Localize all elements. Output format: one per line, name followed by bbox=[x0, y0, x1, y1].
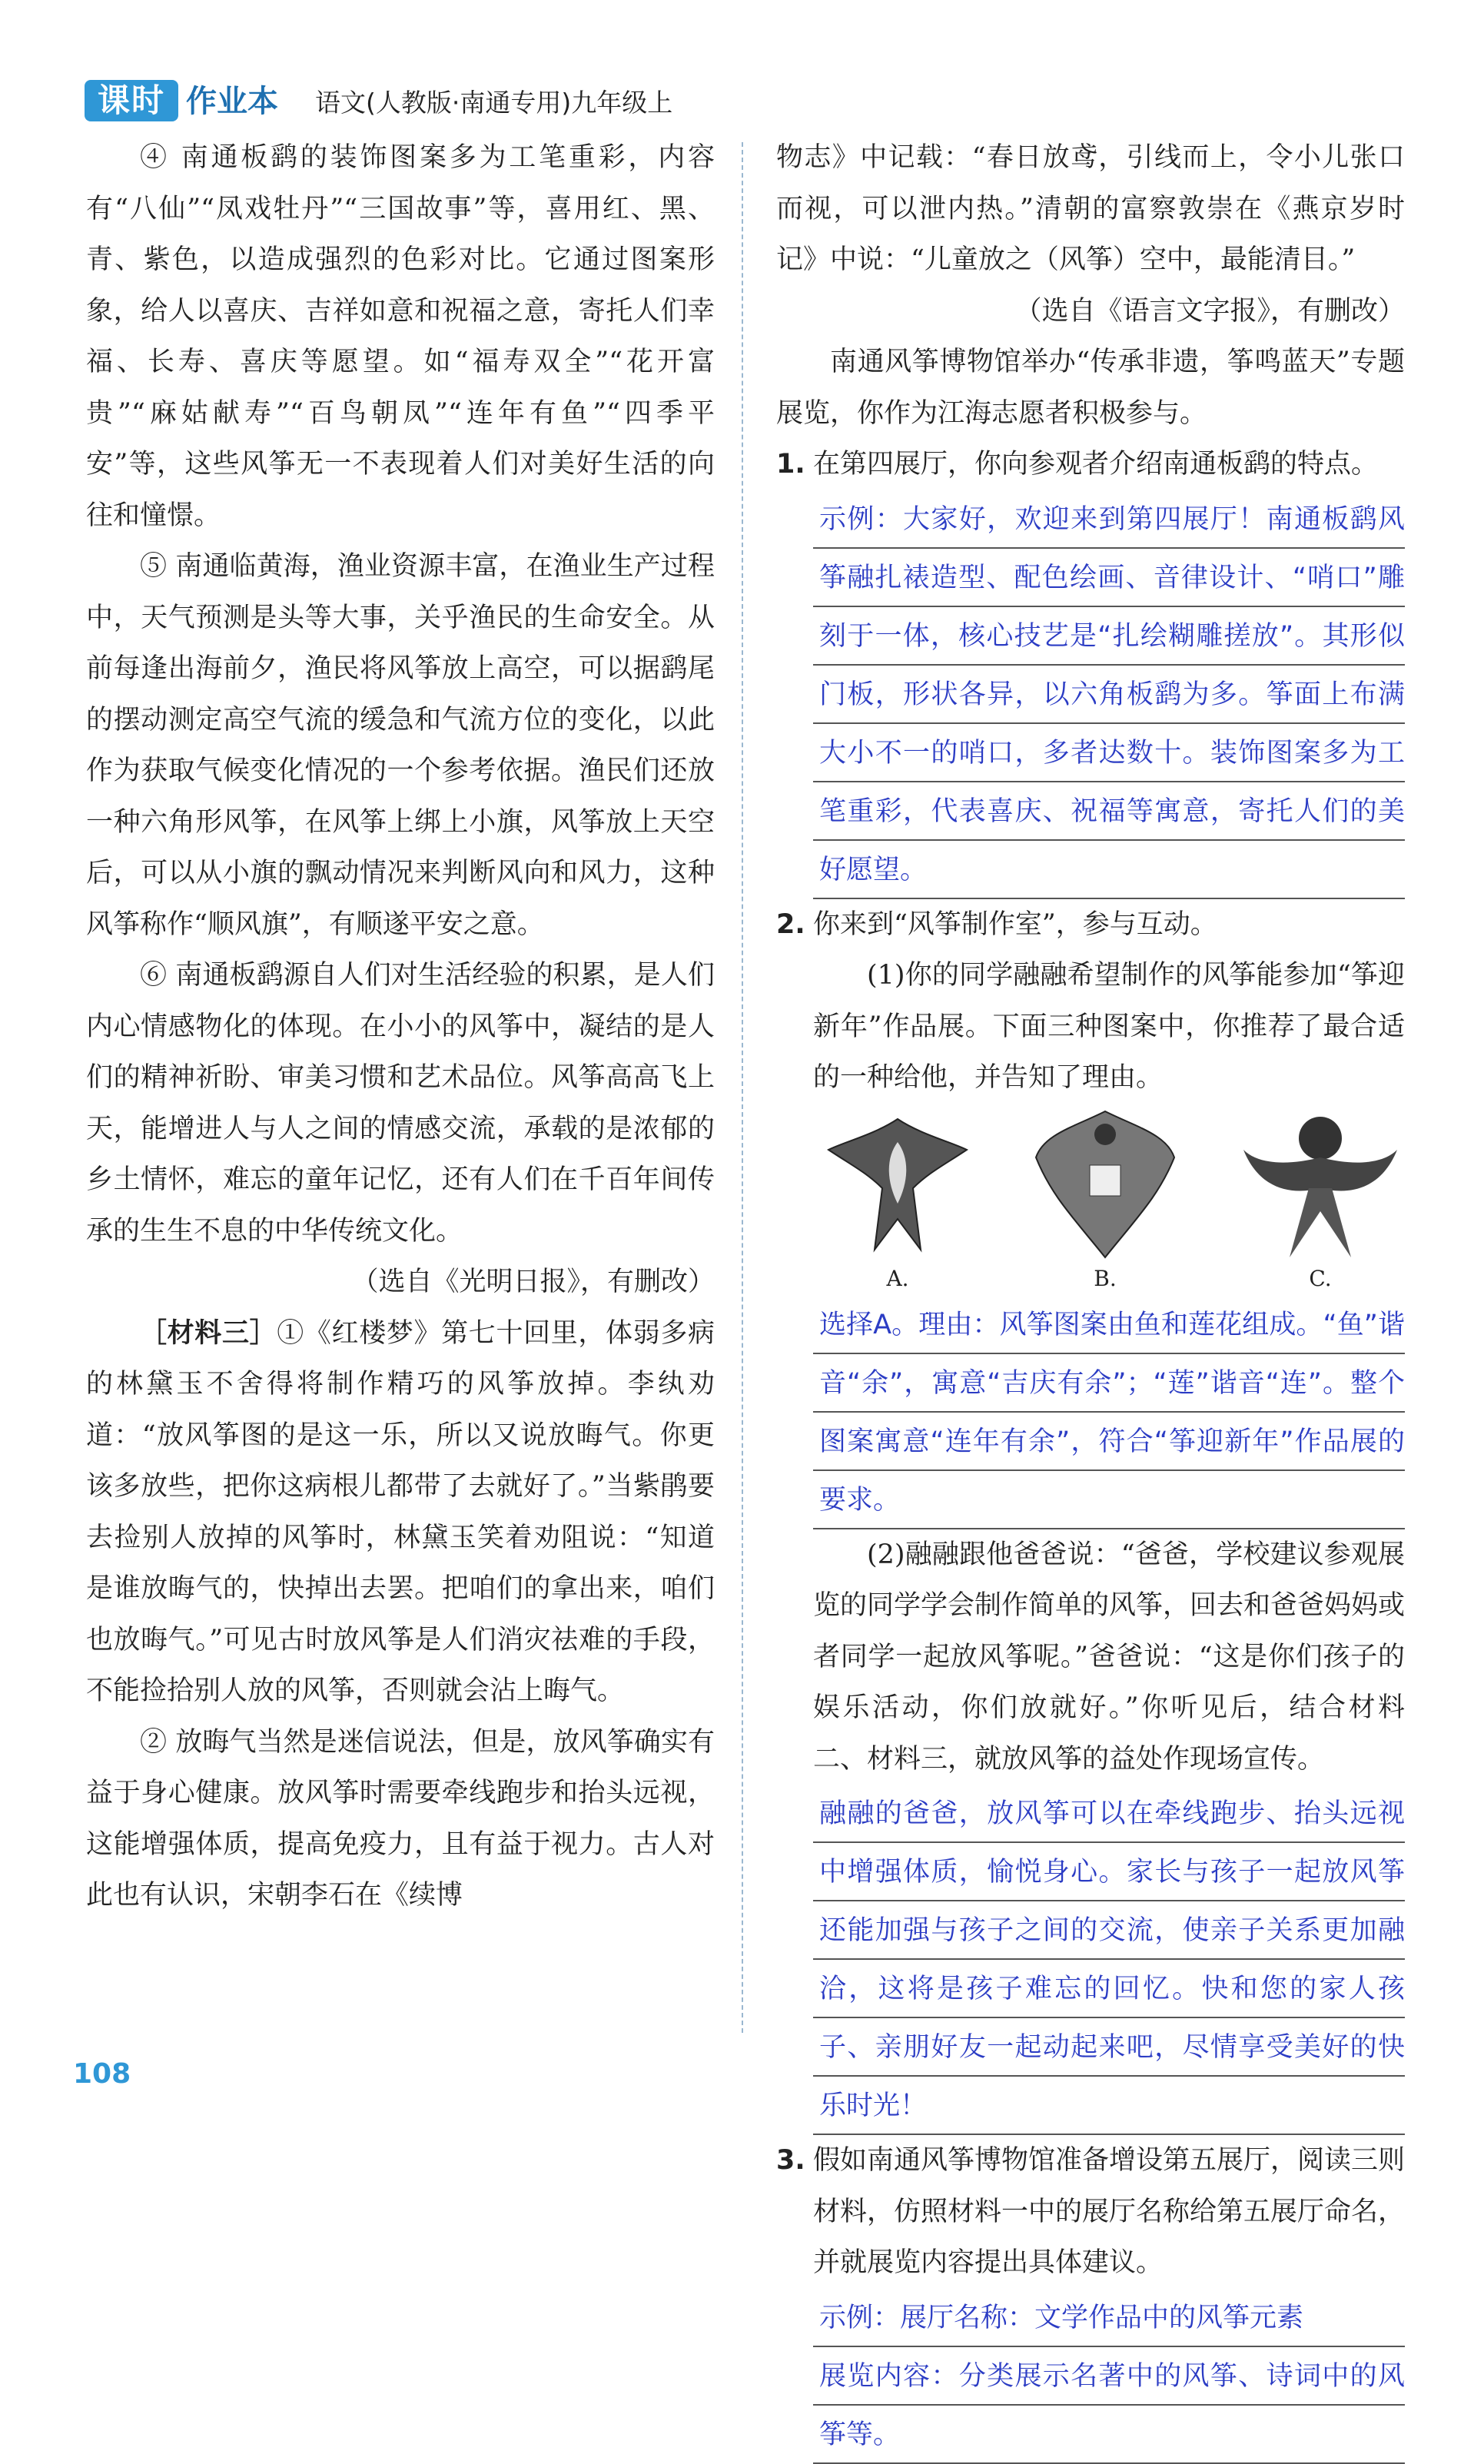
kite-option-c bbox=[1243, 1104, 1397, 1296]
swallow-kite-image bbox=[1243, 1104, 1397, 1265]
question-1-text: 在第四展厅，你向参观者介绍南通板鹞的特点。 bbox=[813, 449, 1379, 480]
paragraph-4: ④ 南通板鹞的装饰图案多为工笔重彩，内容有“八仙”“凤戏牡丹”“三国故事”等，喜用红、黑、青、紫色，以造成强烈的色彩对比。它通过图案形象，给人以喜庆、吉祥如意和祝福之意，寄托人们幸福、长寿、喜庆等愿望。如“福寿双全”“花开富贵”“麻姑献寿”“百鸟朝凤”“连年有鱼”“四季平安”等，这些风筝无一不表现着人们对美好生活的向往和憧憬。 bbox=[86, 142, 715, 531]
answer-2-2[interactable]: 融融的爸爸，放风筝可以在牵线跑步、抬头远视中增强体质，愉悦身心。家长与孩子一起放风筝还能加强与孩子之间的交流，使亲子关系更加融洽，这将是孩子难忘的回忆。快和您的家人孩子、亲朋好友一起动起来吧，尽情享受美好的快乐时光！ bbox=[813, 1785, 1405, 2135]
question-2-text: 你来到“风筝制作室”，参与互动。 bbox=[813, 908, 1217, 940]
kite-label-c: C. bbox=[1309, 1265, 1332, 1291]
fish-lotus-kite-image bbox=[821, 1104, 974, 1265]
material-3-label: ［材料三］ bbox=[140, 1317, 277, 1349]
book-title: 作业本 bbox=[186, 84, 278, 119]
question-2-1-text: (1)你的同学融融希望制作的风筝能参加“筝迎新年”作品展。下面三种图案中，你推荐了最合适的一种给他，并告知了理由。 bbox=[813, 960, 1405, 1093]
column-divider bbox=[742, 142, 743, 2033]
paragraph-6: ⑥ 南通板鹞源自人们对生活经验的积累，是人们内心情感物化的体现。在小小的风筝中，凝结的是人们的精神祈盼、审美习惯和艺术品位。风筝高高飞上天，能增进人与人之间的情感交流，承载的是浓郁的乡土情怀，难忘的童年记忆，还有人们在千百年间传承的生生不息的中华传统文化。 bbox=[86, 960, 715, 1247]
answer-1[interactable]: 示例：大家好，欢迎来到第四展厅！南通板鹞风筝融扎裱造型、配色绘画、音律设计、“哨口”雕刻于一体，核心技艺是“扎绘糊雕搓放”。其形似门板，形状各异，以六角板鹞为多。筝面上布满大小不一的哨口，多者达数十。装饰图案多为工笔重彩，代表喜庆、祝福等寓意，寄托人们的美好愿望。 bbox=[813, 490, 1405, 899]
kite-label-a: A. bbox=[886, 1265, 909, 1291]
question-3 bbox=[776, 2135, 1405, 2289]
kite-label-b: B. bbox=[1094, 1265, 1117, 1291]
kite-options bbox=[813, 1104, 1405, 1296]
question-2-number: 2. bbox=[776, 908, 805, 940]
answer-3-hall-name[interactable]: 示例：展厅名称：文学作品中的风筝元素 bbox=[813, 2289, 1405, 2347]
paragraph-5: ⑤ 南通临黄海，渔业资源丰富，在渔业生产过程中，天气预测是头等大事，关乎渔民的生命安全。从前每逢出海前夕，渔民将风筝放上高空，可以据鹞尾的摆动测定高空气流的缓急和气流方位的变化，以此作为获取气候变化情况的一个参考依据。渔民们还放一种六角形风筝，在风筝上绑上小旗，风筝放上天空后，可以从小旗的飘动情况来判断风向和风力，这种风筝称作“顺风旗”，有顺遂平安之意。 bbox=[86, 551, 715, 940]
question-3-number: 3. bbox=[776, 2145, 805, 2176]
material-3-continuation: 物志》中记载：“春日放鸢，引线而上，令小儿张口而视，可以泄内热。”清朝的富察敦崇在《燕京岁时记》中说：“儿童放之（风筝）空中，最能清目。” bbox=[776, 142, 1405, 275]
task-intro: 南通风筝博物馆举办“传承非遗，筝鸣蓝天”专题展览，你作为江海志愿者积极参与。 bbox=[776, 347, 1405, 429]
question-2 bbox=[776, 899, 1405, 1104]
source-citation-2: （选自《语言文字报》，有删改） bbox=[1014, 295, 1405, 327]
answer-3-content[interactable]: 展览内容：分类展示名著中的风筝、诗词中的风筝等。 bbox=[813, 2347, 1405, 2464]
page-number: 108 bbox=[73, 2058, 131, 2090]
series-logo: 课时 bbox=[85, 80, 178, 121]
shou-character-kite-image bbox=[1028, 1104, 1182, 1265]
subject-title: 语文(人教版·南通专用)九年级上 bbox=[315, 88, 673, 118]
material-3-paragraph-1 bbox=[86, 1308, 715, 1717]
question-1-number: 1. bbox=[776, 449, 805, 480]
question-3-text: 假如南通风筝博物馆准备增设第五展厅，阅读三则材料，仿照材料一中的展厅名称给第五展厅命名，并就展览内容提出具体建议。 bbox=[813, 2145, 1406, 2278]
page-header bbox=[85, 77, 1391, 120]
question-1 bbox=[776, 439, 1405, 490]
material-3-paragraph-2: ② 放晦气当然是迷信说法，但是，放风筝确实有益于身心健康。放风筝时需要牵线跑步和抬头远视，这能增强体质，提高免疫力，且有益于视力。古人对此也有认识，宋朝李石在《续博 bbox=[86, 1726, 715, 1911]
kite-option-a bbox=[821, 1104, 974, 1296]
kite-option-b bbox=[1028, 1104, 1182, 1296]
answer-2-1[interactable]: 选择A。理由：风筝图案由鱼和莲花组成。“鱼”谐音“余”，寓意“吉庆有余”；“莲”谐音“连”。整个图案寓意“连年有余”，符合“筝迎新年”作品展的要求。 bbox=[813, 1296, 1405, 1529]
right-column bbox=[776, 132, 1405, 2464]
left-column bbox=[86, 132, 715, 1921]
question-2-2-text: (2)融融跟他爸爸说：“爸爸，学校建议参观展览的同学学会制作简单的风筝，回去和爸爸妈妈或者同学一起放风筝呢。”爸爸说：“这是你们孩子的娱乐活动，你们放就好。”你听见后，结合材料二、材料三，就放风筝的益处作现场宣传。 bbox=[813, 1539, 1406, 1775]
material-3-text: ①《红楼梦》第七十回里，体弱多病的林黛玉不舍得将制作精巧的风筝放掉。李纨劝道：“放风筝图的是这一乐，所以又说放晦气。你更该多放些，把你这病根儿都带了去就好了。”当紫鹃要去捡别人放掉的风筝时，林黛玉笑着劝阻说：“知道是谁放晦气的，快掉出去罢。把咱们的拿出来，咱们也放晦气。”可见古时放风筝是人们消灾祛难的手段，不能捡拾别人放的风筝，否则就会沾上晦气。 bbox=[86, 1317, 715, 1706]
source-citation-1: （选自《光明日报》，有删改） bbox=[351, 1267, 715, 1297]
